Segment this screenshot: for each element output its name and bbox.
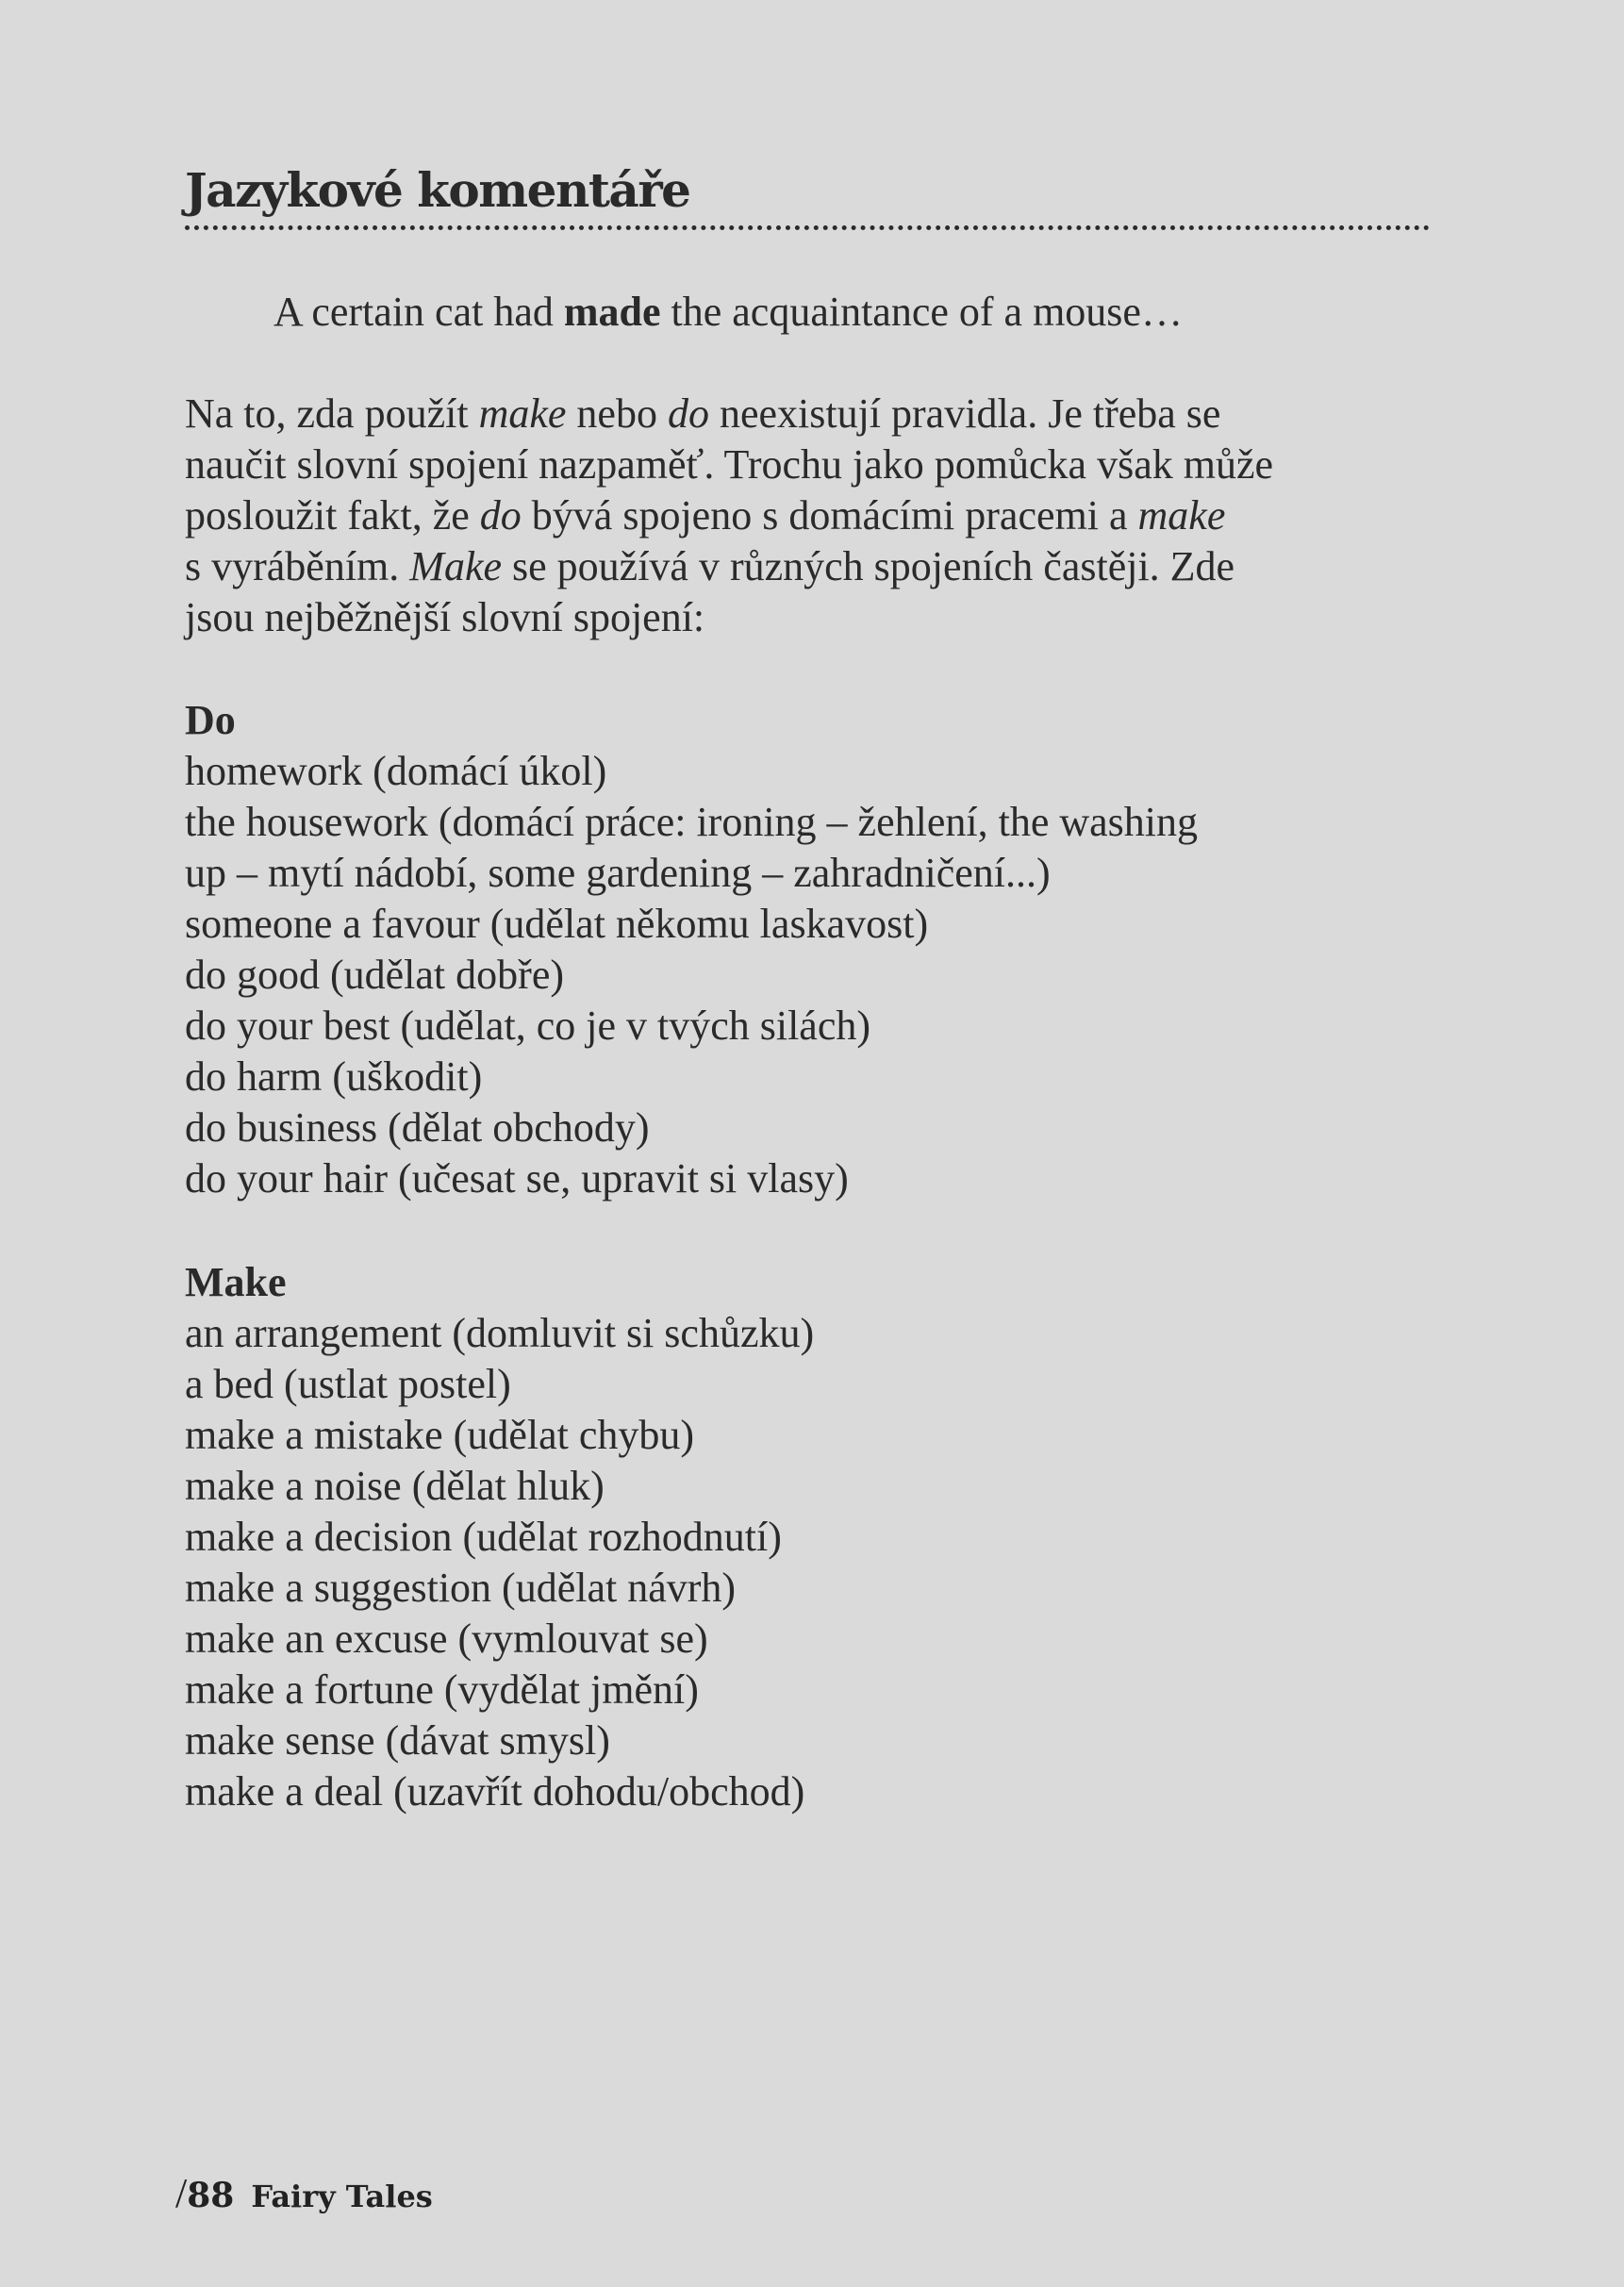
intro-text: posloužit fakt, že [185, 492, 480, 539]
intro-text: se používá v různých spojeních častěji. Zde [502, 543, 1235, 589]
make-section [185, 1257, 1411, 1817]
dotted-divider [185, 225, 1430, 230]
quote-before: A certain cat had [273, 289, 564, 335]
do-item: do good (udělat dobře) [185, 952, 564, 998]
example-quote [185, 287, 1500, 338]
intro-line-1 [185, 389, 1411, 439]
do-item: do business (dělat obchody) [185, 1104, 650, 1151]
intro-paragraph [185, 389, 1411, 643]
page-heading: Jazykové komentáře [185, 162, 690, 218]
footer-slash: / [175, 2170, 188, 2216]
quote-bold-word: made [563, 289, 661, 335]
intro-italic: Make [409, 543, 503, 589]
intro-text: nebo [566, 390, 668, 437]
do-item: someone a favour (udělat někomu laskavost) [185, 901, 929, 947]
make-item: make a suggestion (udělat návrh) [185, 1565, 737, 1611]
make-item: make an excuse (vymlouvat se) [185, 1616, 708, 1662]
make-item: an arrangement (domluvit si schůzku) [185, 1310, 815, 1356]
intro-italic: make [478, 390, 567, 437]
do-item: do your best (udělat, co je v tvých silách) [185, 1003, 871, 1049]
make-item: a bed (ustlat postel) [185, 1361, 511, 1407]
quote-after: the acquaintance of a mouse… [660, 289, 1183, 335]
intro-line-2: naučit slovní spojení nazpaměť. Trochu jako pomůcka však může [185, 441, 1274, 488]
intro-text: neexistují pravidla. Je třeba se [708, 390, 1221, 437]
do-item: the housework (domácí práce: ironing – žehlení, the washing [185, 799, 1199, 845]
do-section-title: Do [185, 697, 236, 743]
page-footer [175, 2169, 433, 2217]
make-item: make a decision (udělat rozhodnutí) [185, 1514, 782, 1560]
make-item: make sense (dávat smysl) [185, 1717, 610, 1764]
do-section [185, 695, 1411, 1204]
intro-line-3 [185, 490, 1411, 541]
intro-italic: do [479, 492, 522, 539]
make-section-title: Make [185, 1259, 287, 1305]
intro-italic: do [667, 390, 709, 437]
intro-text: s vyráběním. [185, 543, 410, 589]
book-title: Fairy Tales [251, 2179, 433, 2214]
do-item: do harm (uškodit) [185, 1053, 483, 1100]
intro-line-4 [185, 541, 1411, 592]
make-item: make a fortune (vydělat jmění) [185, 1666, 699, 1713]
intro-text: Na to, zda použít [185, 390, 479, 437]
do-item: up – mytí nádobí, some gardening – zahradničení...) [185, 850, 1051, 896]
page-number: 88 [187, 2176, 235, 2215]
do-item: do your hair (učesat se, upravit si vlasy) [185, 1155, 849, 1202]
intro-line-5: jsou nejběžnější slovní spojení: [185, 594, 705, 640]
make-item: make a mistake (udělat chybu) [185, 1412, 695, 1458]
make-item: make a deal (uzavřít dohodu/obchod) [185, 1768, 805, 1815]
intro-text: bývá spojeno s domácími pracemi a [521, 492, 1138, 539]
do-item: homework (domácí úkol) [185, 748, 607, 794]
make-item: make a noise (dělat hluk) [185, 1463, 605, 1509]
intro-italic: make [1137, 492, 1226, 539]
